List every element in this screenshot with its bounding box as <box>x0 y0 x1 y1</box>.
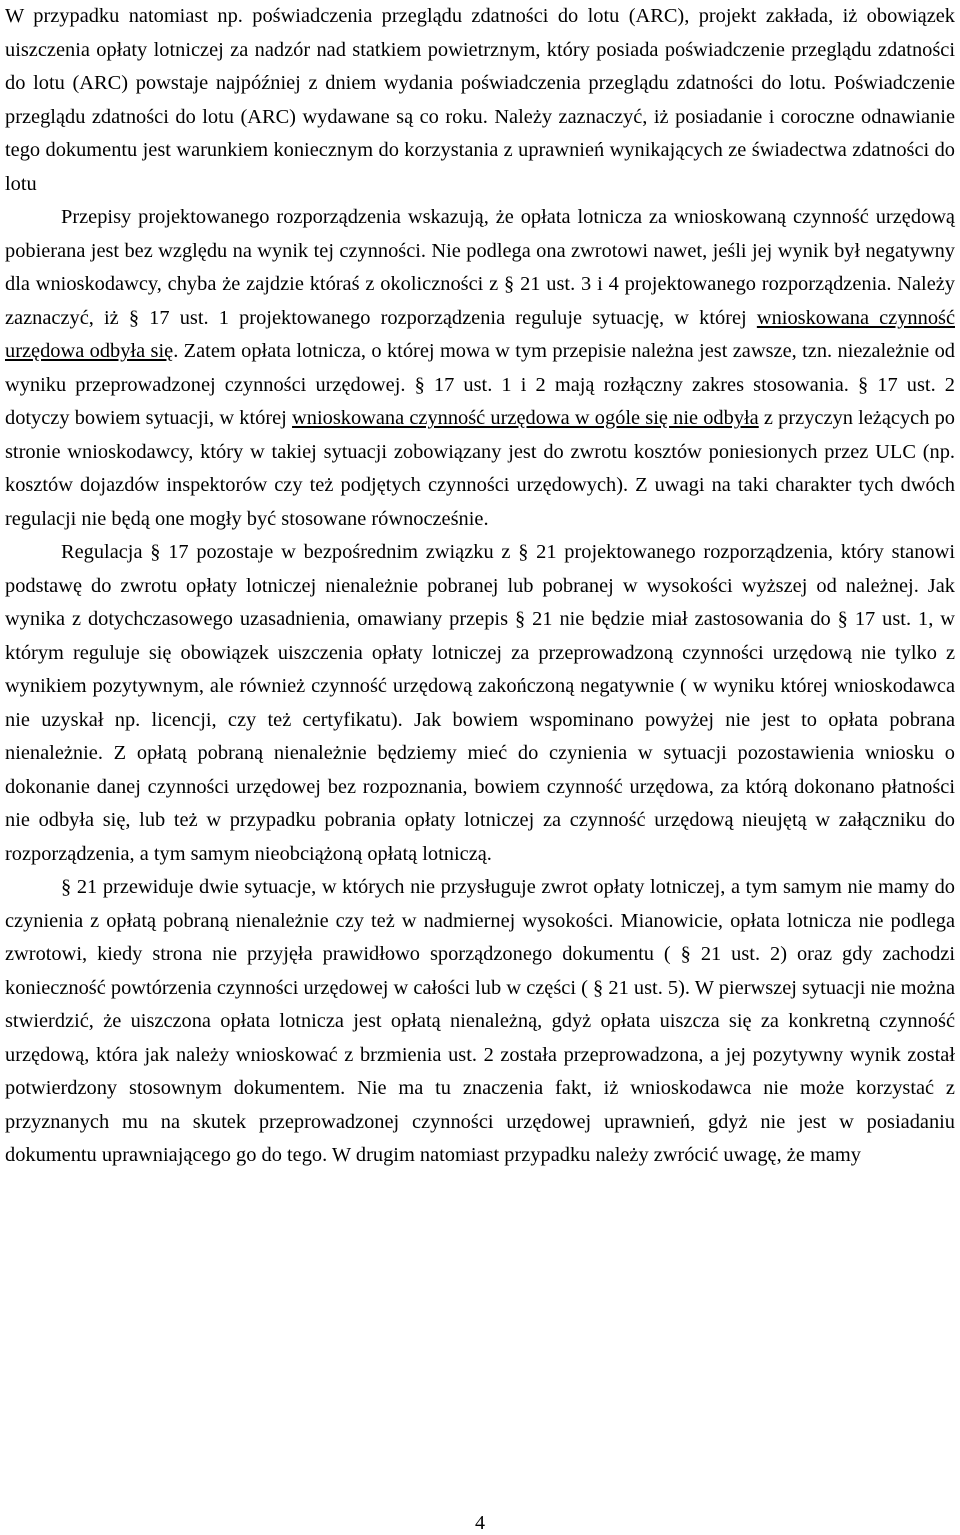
text-segment: Regulacja § 17 pozostaje w bezpośrednim związku z § 21 projektowanego rozporządzenia, który stanowi podstawę do zwrotu opłaty lotniczej nienależnie pobranej lub pobranej w wysokości wyższej od należnej. Jak wynika z dotychczasowego uzasadnienia, omawiany przepis § 21 nie będzie miał zastosowania do § 17 ust. 1, w którym reguluje się obowiązek uiszczenia opłaty lotniczej za przeprowadzoną czynności urzędową nie tylko z wynikiem pozytywnym, ale również czynność urzędową zakończoną negatywnie ( w wyniku której wnioskodawca nie uzyskał np. licencji, czy też certyfikatu). Jak bowiem wspominano powyżej nie jest to opłata pobrana nienależnie. Z opłatą pobraną nienależnie będziemy mieć do czynienia w sytuacji pozostawienia wniosku o dokonanie danej czynności urzędowej bez rozpoznania, bowiem czynność urzędowa, za którą dokonano płatności nie odbyła się, lub też w przypadku pobrania opłaty lotniczej za czynność urzędową nieujętą w załączniku do rozporządzenia, a tym samym nieobciążoną opłatą lotniczą. <box>5 541 955 865</box>
text-segment: Przepisy projektowanego rozporządzenia wskazują, że opłata lotnicza za wnioskowaną czynność urzędową pobierana jest bez względu na wynik tej czynności. Nie podlega ona zwrotowi nawet, jeśli jej wynik był negatywny dla wnioskodawcy, chyba że zajdzie któraś z okoliczności z § 21 ust. 3 i 4 projektowanego rozporządzenia. Należy zaznaczyć, iż § 17 ust. 1 projektowanego rozporządzenia reguluje sytuację, w której <box>5 206 955 329</box>
underlined-text: wnioskowana czynność urzędowa odbyła się <box>5 306 955 362</box>
text-segment: W przypadku natomiast np. poświadczenia przeglądu zdatności do lotu (ARC), projekt zakłada, iż obowiązek uiszczenia opłaty lotniczej za nadzór nad statkiem powietrznym, który posiada poświadczenie przeglądu zdatności do lotu (ARC) powstaje najpóźniej z dniem wydania poświadczenia przeglądu zdatności do lotu. Poświadczenie przeglądu zdatności do lotu (ARC) wydawane są co roku. Należy zaznaczyć, iż posiadanie i coroczne odnawianie tego dokumentu jest warunkiem koniecznym do korzystania z uprawnień wynikających ze świadectwa zdatności do lotu <box>5 5 955 195</box>
paragraph-2 <box>5 201 955 536</box>
text-segment: . Zatem opłata lotnicza, o której mowa w tym przepisie należna jest zawsze, tzn. niezależnie od wyniku przeprowadzonej czynności urzędowej. § 17 ust. 1 i 2 mają rozłączny zakres stosowania. § 17 ust. 2 dotyczy bowiem sytuacji, w której <box>5 340 955 429</box>
underlined-text: wnioskowana czynność urzędowa w ogóle się nie odbyła <box>292 407 759 429</box>
text-segment: § 21 przewiduje dwie sytuacje, w których nie przysługuje zwrot opłaty lotniczej, a tym samym nie mamy do czynienia z opłatą pobraną nienależnie czy też w nadmiernej wysokości. Mianowicie, opłata lotnicza nie podlega zwrotowi, kiedy strona nie przyjęła prawidłowo sporządzonego dokumentu ( § 21 ust. 2) oraz gdy zachodzi konieczność powtórzenia czynności urzędowej w całości lub w części ( § 21 ust. 5). W pierwszej sytuacji nie można stwierdzić, że uiszczona opłata lotnicza jest opłatą nienależną, gdyż opłata uiszcza się za konkretną czynność urzędową, która jak należy wnioskować z brzmienia ust. 2 została przeprowadzona, a jej pozytywny wynik został potwierdzony stosownym dokumentem. Nie ma tu znaczenia fakt, iż wnioskodawca nie może korzystać z przyznanych mu na skutek przeprowadzonej czynności urzędowej uprawnień, gdyż nie jest w posiadaniu dokumentu uprawniającego go do tego. W drugim natomiast przypadku należy zwrócić uwagę, że mamy <box>5 876 955 1166</box>
document-page <box>5 0 955 1173</box>
paragraph-4 <box>5 871 955 1173</box>
paragraph-3 <box>5 536 955 871</box>
text-segment: z przyczyn leżących po stronie wnioskodawcy, który w takiej sytuacji zobowiązany jest do zwrotu kosztów poniesionych przez ULC (np. kosztów dojazdów inspektorów czy też podjętych czynności urzędowych). Z uwagi na taki charakter tych dwóch regulacji nie będą one mogły być stosowane równocześnie. <box>5 407 955 530</box>
page-number: 4 <box>475 1512 485 1534</box>
paragraph-1 <box>5 0 955 201</box>
